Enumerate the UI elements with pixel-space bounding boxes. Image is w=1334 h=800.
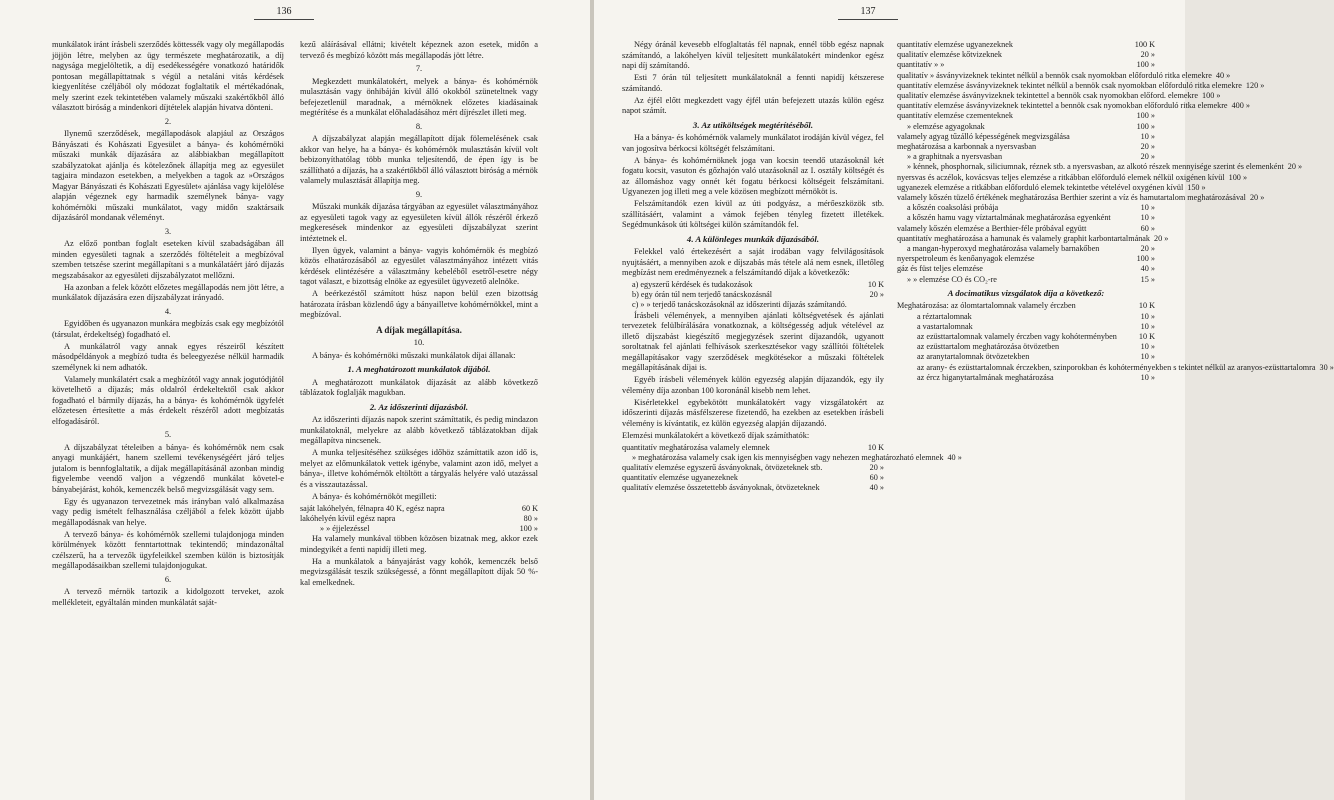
fee-line	[897, 152, 1155, 162]
fee-label: meghatározása a karbonnak a nyersvasban	[897, 142, 1037, 152]
paragraph: Egyéb írásbeli vélemények külön egyezség alapján díjazandók, egy ily vélemény díja azonban 100 koronánál kisebb nem lehet.	[622, 375, 884, 395]
fee-line	[622, 300, 884, 310]
fee-line	[897, 101, 1250, 111]
subsection-heading: 3. Az utiköltségek megtérítéséből.	[692, 119, 814, 130]
fee-line	[897, 91, 1221, 101]
right-page	[594, 0, 1334, 800]
right-column-2	[897, 40, 1334, 383]
fee-label: qualitatív » ásványvizeknek tekintet nélkül a bennök csak nyomokban előforduló ritka elemekre	[897, 70, 1212, 80]
fee-label: az aranytartalomnak ötvözetekben	[917, 352, 1030, 362]
fee-line	[897, 301, 1155, 311]
fee-line	[897, 362, 1334, 373]
fee-line	[897, 182, 1206, 193]
fee-line	[897, 312, 1155, 322]
fee-label: gáz és füst teljes elemzése	[897, 264, 983, 274]
fee-value: 10 »	[1140, 311, 1155, 321]
fee-label: quantitatív meghatározása a hamunak és valamely graphit karbontartalmának	[897, 233, 1151, 243]
fee-value: 15 »	[1140, 274, 1155, 284]
fee-value: 100 »	[519, 523, 538, 533]
fee-label: az ezüsttartalom meghatározása ötvözetben	[917, 342, 1060, 352]
fee-value: 20 »	[1140, 244, 1155, 254]
fee-value: 40 »	[869, 483, 884, 493]
fee-line	[300, 524, 538, 534]
fee-label: az ezüsttartalomnak valamely érczben vagy kohóterményben	[917, 331, 1117, 341]
fee-line	[897, 111, 1155, 121]
fee-line	[897, 264, 1155, 274]
fee-value: 10 »	[1140, 372, 1155, 382]
fee-line	[897, 254, 1155, 264]
paragraph: Ilynemű szerződések, megállapodások alapjául az Országos Bányászati és Kohászati Egyesület a bánya- és kohómérnöki műszaki munkák díjazására az alábbiakban megállapított szabályzatokat ajánlja és kötelezőnek állapítja meg az egyesület tagjaira mindazon esetekben, a melyekben a tagok az »Országos Magyar Bányászati és Kohászati Egyesület« ajánlása vagy kijelölése alapján végeznek egy harmadik személynek bánya- vagy kohómérnöki műszaki munkálatot, vagy midőn szaktársaik díjazásáról mondanak véleményt.	[52, 129, 284, 222]
section-number: 5.	[164, 430, 172, 439]
paragraph: Az előző pontban foglalt eseteken kívül szabadságában áll minden egyesületi tagnak a szerződés föltételeit a megbízóval szemben tetszése szerint megállapítani s a munkálatáért járó díjazás megszabásakor az egyesületi díjszabályzatot mellőzni.	[52, 239, 284, 280]
fee-value: 30 »	[1319, 362, 1334, 372]
section-number: 4.	[164, 306, 172, 316]
fee-label: nyerspetroleum és kenőanyagok elemzése	[897, 254, 1035, 264]
paragraph: Ha azonban a felek között előzetes megállapodás nem jött létre, a munkálatok díjazására ezen díjszabályzat irányadó.	[52, 282, 284, 302]
fee-label: quantitatív » »	[897, 60, 945, 70]
paragraph: A bánya- és kohómérnöknek joga van kocsin teendő utazásoknál két fogatu kocsit, vasuton és gőzhajón való utazásoknál az I. osztály költségét és az állomáshoz vagy onnét két fogatu bérkocsi költségeit felszámítani. Ugyanezen jog illeti meg a vele közösen megbízott mérnököt is.	[622, 155, 884, 196]
fee-value: 40 »	[1215, 70, 1231, 80]
paragraph: Valamely munkálatért csak a megbízótól vagy annak jogutódjától követelhető a díjazás; más oldalról érdekeltektől csak akkor fogadható el bármily díjazás, ha a bánya- és kohómérnök ügyfelét előzetesen értesítette a más érdekelt részéről adott megbízatás elfogadásáról.	[52, 374, 284, 426]
fee-label: c) » » terjedő tanácskozásoknál az időszerinti díjazás számítandó.	[632, 300, 847, 310]
fee-line	[897, 70, 1231, 81]
fee-label: Meghatározása: az ólomtartalomnak valamely érczben	[897, 301, 1076, 311]
fee-line	[897, 342, 1155, 352]
fee-line	[622, 452, 962, 463]
paragraph: Műszaki munkák díjazása tárgyában az egyesület választmányához az egyesületi tagok vagy az egyesületen kívül állók részéről érkező megkeresések mindenkor az egyesületi díjszabályzat szerint intéztetnek el.	[300, 202, 538, 243]
paragraph: A díjszabályzat alapján megállapított díjak fölemelésének csak akkor van helye, ha a bánya- és kohómérnök mulasztásán kívül volt bebizonyíthatólag több munka teljesítendő, de épen így is be szállítható a díjazás, ha a szakértőkből álló választott biróság a mérnök valamely mulasztását állapítja meg.	[300, 134, 538, 185]
subsection-heading: 4. A különleges munkák díjazásából.	[686, 233, 820, 244]
fee-value: 10 »	[1140, 352, 1155, 362]
fee-line	[622, 463, 884, 473]
fee-value: 10 »	[1140, 131, 1155, 141]
fee-label: valamely kőszén tüzelő értékének meghatározása Berthier szerint a víz és hamutartalom meghatározásával	[897, 193, 1246, 203]
paragraph: Ha valamely munkával többen közösen bizatnak meg, akkor ezek mindegyikét a fenti napidíj illeti meg.	[300, 534, 538, 554]
fee-label: » » éjjelezéssel	[320, 523, 370, 533]
left-page	[0, 0, 590, 800]
fee-label: » a graphitnak a nyersvasban	[907, 152, 1003, 162]
paragraph: Kisérletekkel egybekötött munkálatokért vagy vizsgálatokért az időszerinti díjazás másfélszerese fizetendő, ha ezekben az esetekben írásbeli vélemény is kívántatik, ez külön egyezség alapján díjazandó.	[622, 397, 884, 428]
fee-label: » kénnek, phosphornak, siliciumnak, réznek stb. a nyersvasban, az alkotó részek mennyisége szerint és elemenként	[907, 162, 1284, 172]
section-number: 3.	[164, 226, 172, 236]
fee-value: 10 K	[1138, 331, 1155, 341]
fee-label: a kőszén hamu vagy víztartalmának meghatározása egyenként	[907, 213, 1111, 223]
fee-label: quantitatív meghatározása valamely elemnek	[622, 442, 770, 452]
fee-label: a mangan-hyperoxyd meghatározása valamely barnakőben	[907, 244, 1100, 254]
fee-label: nyersvas és aczélok, kovácsvas teljes elemzése a ritkábban előforduló elemek nélkül oxigénen kívül	[897, 172, 1225, 182]
fee-value: 20 »	[869, 290, 884, 300]
fee-line	[300, 504, 538, 514]
fee-line	[622, 483, 884, 493]
page-number: 137	[838, 6, 898, 20]
fee-line	[897, 60, 1155, 70]
fee-line	[300, 514, 538, 524]
fee-line	[897, 203, 1155, 213]
fee-line	[622, 290, 884, 300]
section-number: 2.	[164, 116, 172, 126]
fee-line	[897, 132, 1155, 142]
fee-line	[897, 142, 1155, 152]
fee-label: a kőszén coaksolási próbája	[907, 203, 999, 213]
fee-value	[880, 300, 884, 310]
fee-label: lakóhelyén kívül egész napra	[300, 513, 396, 523]
fee-value: 40 »	[947, 452, 962, 462]
fee-line	[622, 443, 884, 453]
fee-label: » elemzése agyagoknak	[907, 121, 985, 131]
fee-value: 60 »	[869, 473, 884, 483]
fee-label: az ércz higanytartalmának meghatározása	[917, 372, 1054, 382]
left-column-1	[52, 40, 284, 610]
section-heading: A díjak megállapítása.	[376, 324, 462, 335]
section-number: 9.	[415, 189, 423, 199]
paragraph: Egy és ugyanazon tervezetnek más irányban való alkalmazása vagy pedig ismételt felhasználása czéljából a felek között újabb megállapodásnak van helye.	[52, 496, 284, 527]
fee-value: 10 »	[1140, 213, 1155, 223]
paragraph: munkálatok iránt írásbeli szerződés köttessék vagy oly megállapodás jöjjön létre, melyben az ügy természete meghatározatik, a díj nagysága megjelöltetik, a díj esedékességére vonatkozó határidők pontosan megállapíttatnak s végül a netaláni vitás kérdések kiegyenlítése czéljából oly módozat foglaltatik el mértékadónak, mely szerint ezek tekintetében valamely műszaki szakértőkből álló választott biróság a mindenkori díjtételek alapján hivatva dönteni.	[52, 40, 284, 112]
fee-line	[897, 50, 1155, 60]
fee-value: 100 »	[1136, 111, 1155, 121]
paragraph: Elemzési munkálatokért a következő díjak számíthatók:	[622, 430, 810, 440]
fee-label: quantitatív elemzése ásványvizeknek tekintet nélkül a bennök csak nyomokban előforduló ritka elemekre	[897, 80, 1242, 90]
fee-value: 40 »	[1140, 264, 1155, 274]
paragraph: A bánya- és kohómérnököt megilleti:	[312, 491, 437, 501]
fee-value: 20 »	[1154, 233, 1169, 243]
fee-label: a réztartalomnak	[917, 311, 972, 321]
fee-label: qualitatív elemzése egyszerű ásványoknak, ötvözeteknek stb.	[622, 463, 823, 473]
subsection-heading: 1. A meghatározott munkálatok díjából.	[347, 364, 491, 374]
fee-value: 20 »	[1140, 152, 1155, 162]
fee-value: 10 K	[867, 280, 884, 289]
fee-value: 100 »	[1228, 172, 1248, 182]
fee-line	[897, 332, 1155, 342]
fee-value: 10 K	[867, 442, 884, 452]
fee-value: 20 »	[869, 463, 884, 473]
fee-line	[897, 122, 1155, 132]
paragraph: kezű aláírásával ellátni; kivételt képeznek azon esetek, midőn a tervező és megbízó között más megállapodás jött létre.	[300, 40, 538, 60]
fee-line	[897, 322, 1155, 332]
fee-line	[897, 244, 1155, 254]
fee-line	[897, 213, 1155, 223]
fee-label: a) egyszerű kérdések és tudakozások	[632, 280, 753, 289]
fee-value: 60 »	[1140, 223, 1155, 233]
fee-value: 60 K	[521, 503, 538, 513]
paragraph: A tervező bánya- és kohómérnök szellemi tulajdonjoga minden körülmények között fenntartottnak tekintendő; mindazonáltal czélszerű, ha a tervezők ügyfeleikkel szemben külön is biztosítják megállapodásaikban szellemi tulajdonjogukat.	[52, 529, 284, 570]
section-number: 8.	[415, 121, 423, 131]
fee-value: 80 »	[523, 513, 538, 523]
paragraph: Írásbeli vélemények, a mennyiben ajánlati költségvetések és ajánlati tervezetek felülbírálására vonatkoznak, a költségesség adjuk vételével az illető díjszabást kiegészítő megjegyzések szerint díjazandók, ugyanott soroltatnak fel ajánlati felhívások szerkesztésekor vagy szállítói föltételek megállapításakor vagy szerződések megkötésekor a műszaki föltételek megállapításának díjai is.	[622, 310, 884, 373]
paragraph: Esti 7 órán túl teljesített munkálatoknál a fennti napidíj kétszerese számítandó.	[622, 73, 884, 93]
section-number: 7.	[415, 64, 423, 73]
fee-label: quantitatív elemzése ugyanezeknek	[622, 473, 738, 483]
paragraph: A bánya- és kohómérnöki műszaki munkálatok díjai állanak:	[312, 350, 516, 360]
fee-line	[897, 172, 1248, 183]
fee-value: 20 »	[1140, 50, 1155, 60]
fee-label: quantitatív elemzése ugyanezeknek	[897, 40, 1013, 49]
fee-label: valamely kőszén elemzése a Berthier-féle próbával együtt	[897, 223, 1087, 233]
paragraph: Ha a munkálatok a bányajárást vagy kohók, kemenczék belső megvizsgálását teszik szükségessé, a fönnt megállapított díjak 50 %-kal emelkednek.	[300, 556, 538, 587]
fee-line	[897, 193, 1265, 203]
fee-label: valamely agyag tűzálló képességének megvizsgálása	[897, 131, 1070, 141]
fee-value: 100 K	[1134, 40, 1155, 49]
section-number: 6.	[164, 574, 172, 584]
page-number: 136	[254, 6, 314, 20]
fee-value: 20 »	[1249, 193, 1265, 203]
paragraph: Egyidőben és ugyanazon munkára megbízás csak egy megbízótól (társulat, érdekeltség) fogadható el.	[52, 319, 284, 339]
fee-value: 10 »	[1140, 342, 1155, 352]
fee-label: qualitatív elemzése összetettebb ásványoknak, ötvözeteknek	[622, 483, 820, 493]
fee-value: 10 »	[1140, 321, 1155, 331]
fee-label: a vastartalomnak	[917, 321, 973, 331]
paragraph: A munka teljesítéséhez szükséges időhöz számíttatik azon idő is, melyet az előmunkálatok vettek igénybe, valamint azon idő, melyet a bánya-, illetve kohómérnök eltöltött a tárgyalás helyére való utazással és a visszautazással.	[300, 448, 538, 489]
paragraph: A munkálatról vagy annak egyes részeiről készített másodpéldányok a megbízó tudta és beleegyezése nélkül harmadik személynek ki nem adhatók.	[52, 341, 284, 372]
fee-label: az arany- és ezüsttartalomnak érczekben, szinporokban és kohóterményekben s tekintet nélkül az aranyos-ezüsttartalomra	[917, 362, 1316, 372]
fee-line	[897, 162, 1303, 172]
fee-value: 10 K	[1138, 301, 1155, 311]
fee-line	[897, 352, 1155, 362]
fee-label: qualitatív elemzése kőtvizeknek	[897, 50, 1003, 60]
paragraph: A tervező mérnök tartozik a kidolgozott terveket, azok mellékleteit, egyáltalán minden munkálatát saját-	[52, 587, 284, 607]
section-number: 10.	[413, 338, 425, 347]
fee-label: » » elemzése CO és CO₂-re	[907, 274, 997, 284]
fee-label: b) egy órán túl nem terjedő tanácskozásnál	[632, 290, 773, 300]
fee-value: 100 »	[1136, 121, 1155, 131]
fee-line	[897, 275, 1155, 285]
fee-value: 150 »	[1187, 182, 1206, 192]
fee-value: 400 »	[1231, 101, 1250, 111]
fee-line	[897, 80, 1265, 91]
fee-value: 20 »	[1287, 162, 1303, 172]
fee-line	[897, 224, 1155, 234]
paragraph: Felekkel való értekezésért a saját irodában vagy felvilágosítások nyujtásáért, a mennyiben azok e díjszabás más tétele alá nem esnek, illetőleg megbízást nem eredményeznek a felszámítandó díjak a következők:	[622, 247, 884, 277]
paragraph: Ha a bánya- és kohómérnök valamely munkálatot irodáján kívül végez, fel van jogosítva bérkocsi költségét felszámítani.	[622, 133, 884, 153]
fee-line	[897, 373, 1155, 383]
subsection-heading: A docimatikus vizsgálatok díja a következő:	[947, 287, 1105, 298]
paragraph: Négy óránál kevesebb elfoglaltatás fél napnak, ennél több egész napnak számítandó, a lakóhelyen kívül teljesített munkálatokért mindenkor egész napi díj számítandó.	[622, 40, 884, 70]
fee-value: 100 »	[1202, 91, 1221, 101]
fee-value: 100 »	[1136, 60, 1155, 70]
fee-label: ugyanezek elemzése a ritkábban előforduló elemek tekintetbe vételével oxygénen kívül	[897, 182, 1184, 192]
fee-label: quantitatív elemzése czementeknek	[897, 111, 1013, 121]
paragraph: Megkezdett munkálatokért, melyek a bánya- és kohómérnök mulasztásán vagy önhibáján kívül álló okokból szüneteltnek vagy befejezetlenül maradnak, a mérnöknek előzetes kiadásainak megtérítése és a munkálat előhaladásához mért díjrészlet illeti meg.	[300, 76, 538, 117]
fee-label: saját lakóhelyén, félnapra 40 K, egész napra	[300, 503, 445, 513]
fee-value: 20 »	[1140, 142, 1155, 152]
paragraph: Ilyen ügyek, valamint a bánya- vagyis kohómérnök és megbízó közös elhatározásából az egyesület választmányához intézett vitás kérdések elintézésére a választmány kebeléből esetről-esetre négy tagot választ, e bizottság elnöke az egyesület ügyvezető alelnöke.	[300, 245, 538, 286]
fee-value: 100 »	[1136, 254, 1155, 264]
paragraph: Az éjfél előtt megkezdett vagy éjfél után befejezett utazás külön egész napot számít.	[622, 95, 884, 115]
fee-label: qualitatív elemzése ásványvizeknek tekintettel a bennök csak nyomokban előford. elemekre	[897, 91, 1199, 101]
subsection-heading: 2. Az időszerinti díjazásból.	[369, 401, 469, 412]
left-column-2	[300, 40, 538, 590]
fee-line	[897, 40, 1155, 50]
paragraph: A meghatározott munkálatok díjazását az alább következő táblázatok foglalják magukban.	[300, 377, 538, 397]
fee-label: » meghatározása valamely csak igen kis mennyiségben vagy nehezen meghatározható elemnek	[632, 452, 944, 462]
fee-line	[897, 233, 1169, 244]
fee-value: 120 »	[1245, 80, 1265, 90]
fee-label: quantitatív elemzése ásványvizeknek tekintettel a bennök csak nyomokban előforduló ritka elemekre	[897, 101, 1228, 111]
paragraph: A beérkezéstől számított húsz napon belül ezen bizottság határozata írásban közlendő úgy a bányailletve kohómérnökkel, mint a megbízóval.	[300, 289, 538, 319]
paragraph: Az időszerinti díjazás napok szerint számíttatik, és pedig mindazon munkálatoknál, melyekre az alább következő táblázatokban díjak megállapítva nincsenek.	[300, 415, 538, 445]
fee-value: 10 »	[1140, 203, 1155, 213]
paragraph: A díjszabályzat tételeiben a bánya- és kohómérnök nem csak anyagi munkájáért, hanem szellemi tevékenységéért járó teljes jutalom is bennfoglaltatik, a díjak megállapításánál azonban mindig figyelembe veendő valjon a végzendő munkálat követel-e bányabejárást, kohók, kemenczék belső megvizsgálását vagy sem.	[52, 442, 284, 494]
fee-line	[622, 473, 884, 483]
paragraph: Felszámítandók ezen kívül az úti podgyász, a mérőeszközök stb. szállításáért, valamint a vámok fejében tényleg fizetett illetékek. Segédmunkások úti költségei külön számítandók fel.	[622, 199, 884, 229]
fee-line	[622, 280, 884, 290]
